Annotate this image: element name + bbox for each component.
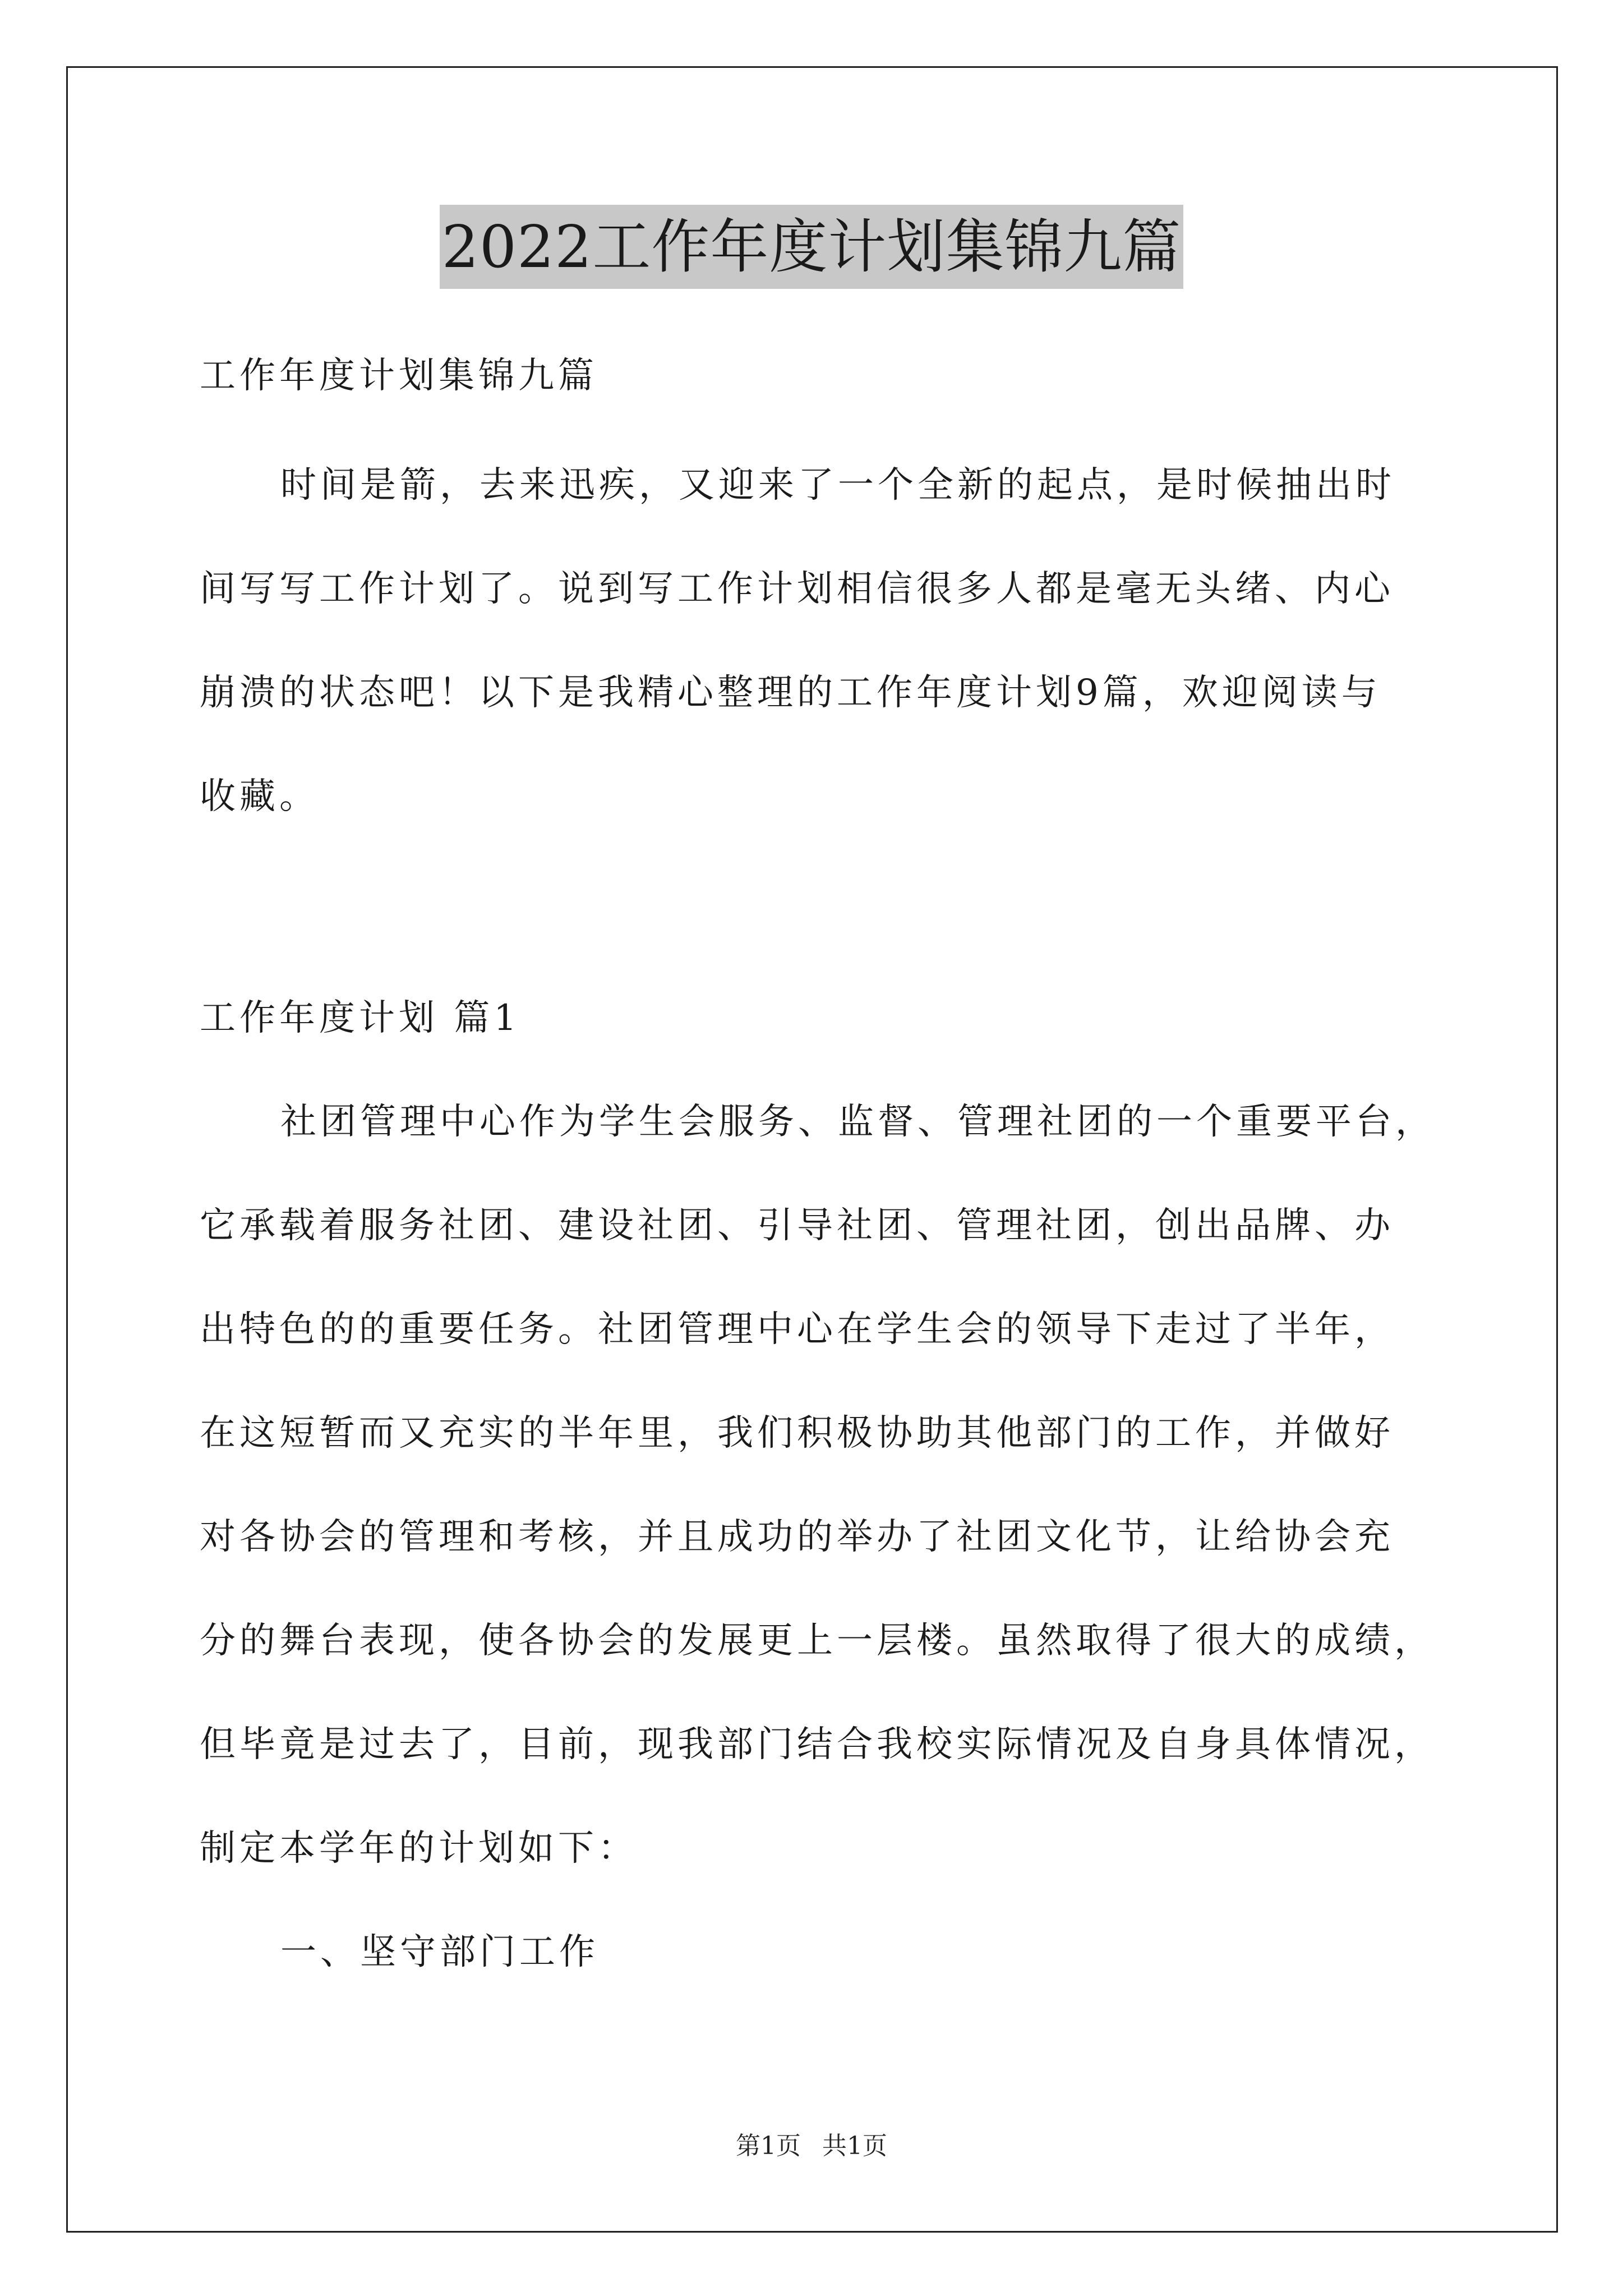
page-number: 第1页 [736,2132,801,2160]
section-line-3: 出特色的的重要任务。社团管理中心在学生会的领导下走过了半年， [200,1309,1394,1350]
page-total: 共1页 [822,2132,887,2160]
intro-line-2: 间写写工作计划了。说到写工作计划相信很多人都是毫无头绪、内心 [200,568,1394,610]
intro-line-4: 收藏。 [200,776,319,817]
section-line-1: 社团管理中心作为学生会服务、监督、管理社团的一个重要平台， [280,1101,1435,1143]
document-title: 2022工作年度计划集锦九篇 [440,205,1184,289]
section-line-6: 分的舞台表现，使各协会的发展更上一层楼。虽然取得了很大的成绩， [200,1620,1434,1662]
section-line-2: 它承载着服务社团、建设社团、引导社团、管理社团，创出品牌、办 [200,1205,1394,1246]
title-container [0,205,1623,289]
section-heading: 工作年度计划 篇1 [200,997,521,1039]
page-footer [0,2129,1623,2163]
section-line-5: 对各协会的管理和考核，并且成功的举办了社团文化节，让给协会充 [200,1516,1394,1558]
section-line-8: 制定本学年的计划如下： [200,1828,638,1869]
document-subtitle: 工作年度计划集锦九篇 [200,355,598,397]
section-line-7: 但毕竟是过去了，目前，现我部门结合我校实际情况及自身具体情况， [200,1724,1434,1765]
section-line-4: 在这短暂而又充实的半年里，我们积极协助其他部门的工作，并做好 [200,1412,1394,1454]
intro-line-3: 崩溃的状态吧！以下是我精心整理的工作年度计划9篇，欢迎阅读与 [200,672,1381,714]
intro-line-1: 时间是箭，去来迅疾，又迎来了一个全新的起点，是时候抽出时 [280,464,1395,506]
item-heading: 一、坚守部门工作 [280,1931,599,1973]
